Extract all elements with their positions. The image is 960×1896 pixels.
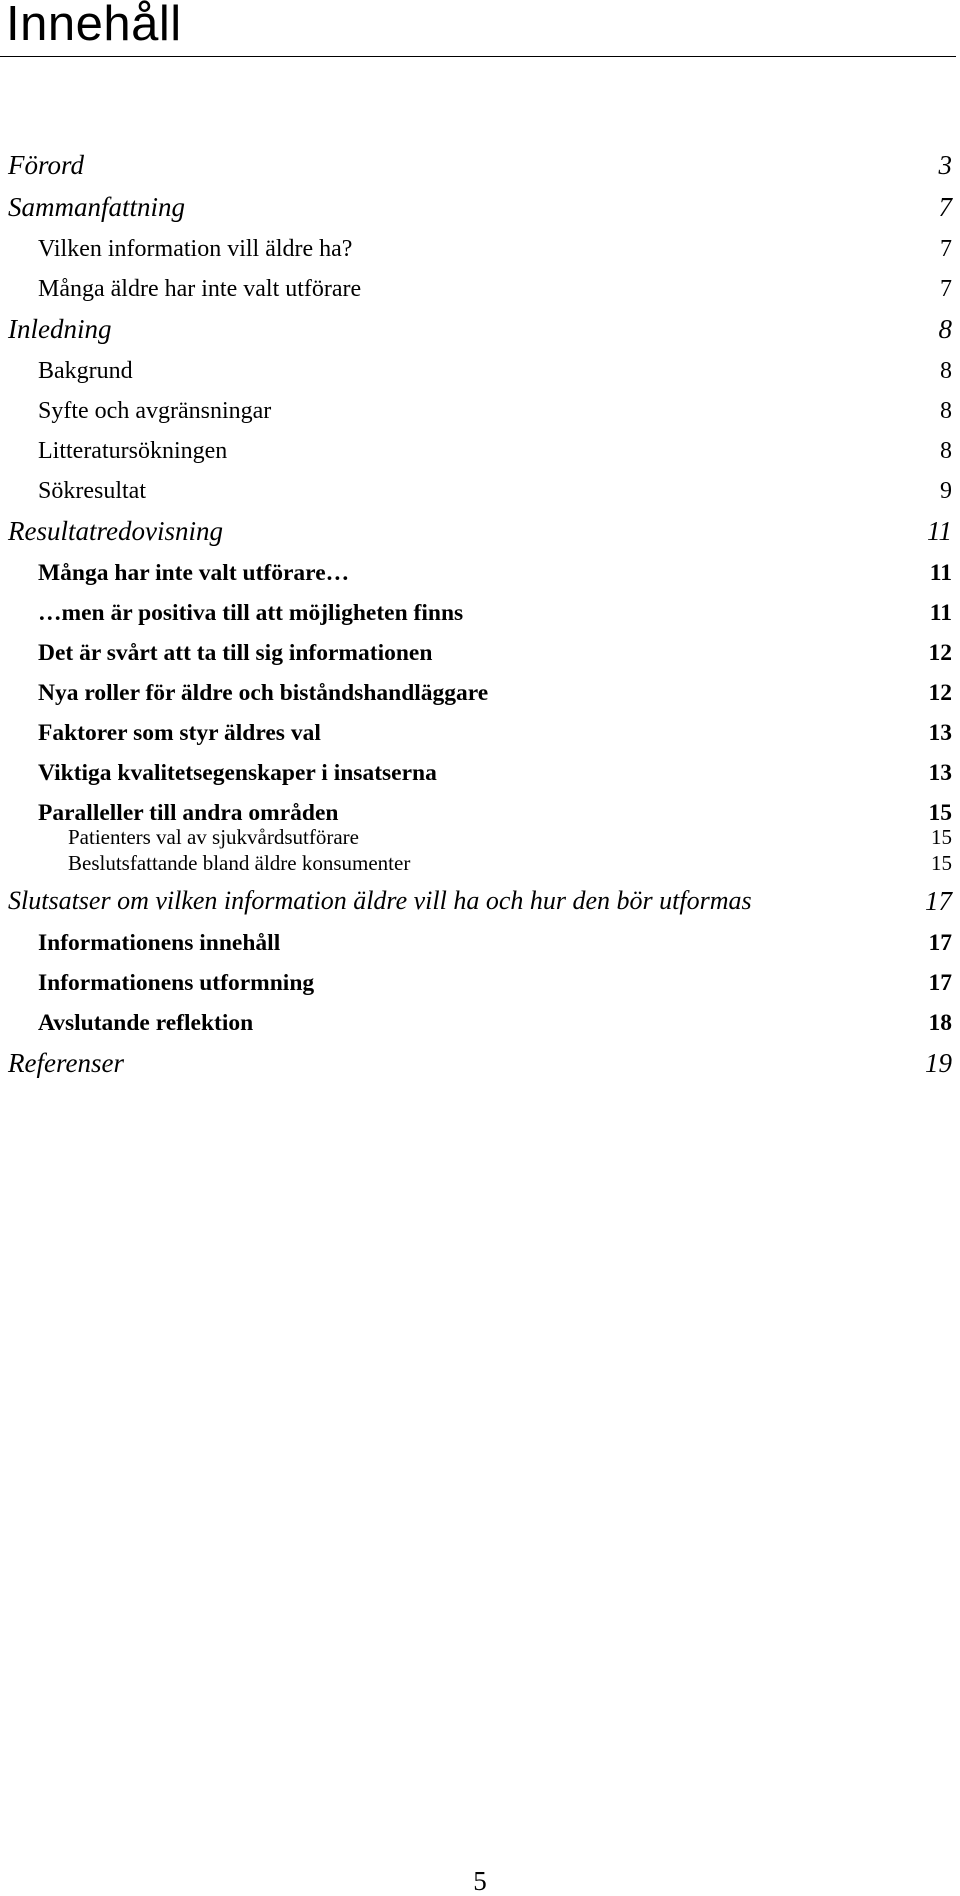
toc-entry-men-ar-positiva[interactable] [0, 596, 960, 630]
toc-entry-page: 8 [940, 438, 952, 464]
toc-entry-beslutsfattande[interactable] [0, 846, 960, 880]
toc-entry-title: Informationens utformning [38, 970, 315, 996]
toc-entry-page: 13 [928, 760, 952, 786]
toc-entry-slutsatser[interactable] [0, 884, 960, 918]
toc-entry-manga-har-inte[interactable] [0, 556, 960, 590]
toc-entry-page: 17 [928, 930, 952, 956]
toc-entry-syfte[interactable] [0, 394, 960, 428]
toc-entry-nya-roller[interactable] [0, 676, 960, 710]
toc-entry-referenser[interactable] [0, 1046, 960, 1080]
toc-entry-title: Vilken information vill äldre ha? [38, 236, 353, 262]
toc-entry-page: 18 [928, 1010, 952, 1036]
toc-entry-resultatredovisning[interactable] [0, 514, 960, 548]
toc-entry-forord[interactable] [0, 148, 960, 182]
toc-entry-page: 15 [928, 800, 952, 826]
toc-entry-page: 8 [938, 314, 952, 344]
toc-entry-title: Referenser [8, 1048, 124, 1078]
toc-entry-title: Viktiga kvalitetsegenskaper i insatserna [38, 760, 437, 786]
toc-entry-litteratursokningen[interactable] [0, 434, 960, 468]
toc-entry-title: Slutsatser om vilken information äldre vill ha och hur den bör utformas [8, 886, 752, 915]
page-title: Innehåll [6, 0, 182, 51]
toc-entry-page: 9 [940, 478, 952, 504]
toc-entry-title: Syfte och avgränsningar [38, 398, 272, 424]
toc-entry-title: Många äldre har inte valt utförare [38, 276, 362, 302]
toc-entry-title: Patienters val av sjukvårdsutförare [68, 825, 359, 849]
toc-entry-title: Sökresultat [38, 478, 146, 504]
toc-entry-title: Informationens innehåll [38, 930, 281, 956]
toc-entry-title: Faktorer som styr äldres val [38, 720, 321, 746]
toc-entry-vilken-information[interactable] [0, 232, 960, 266]
toc-entry-title: Sammanfattning [8, 192, 186, 222]
toc-entry-title: …men är positiva till att möjligheten finns [38, 600, 464, 626]
toc-entry-title: Bakgrund [38, 358, 133, 384]
toc-entry-page: 7 [938, 192, 952, 222]
toc-entry-page: 8 [940, 398, 952, 424]
page-number: 5 [473, 1866, 487, 1896]
toc-entry-manga-aldre[interactable] [0, 272, 960, 306]
toc-entry-page: 12 [928, 640, 952, 666]
toc-entry-page: 15 [931, 825, 952, 849]
toc-entry-title: Litteratursökningen [38, 438, 228, 464]
toc-entry-page: 11 [929, 560, 952, 586]
toc-entry-bakgrund[interactable] [0, 354, 960, 388]
toc-entry-svart-att-ta[interactable] [0, 636, 960, 670]
toc-entry-page: 19 [925, 1048, 952, 1078]
toc-entry-page: 3 [938, 150, 952, 180]
toc-entry-page: 17 [928, 970, 952, 996]
toc-entry-page: 7 [940, 276, 952, 302]
toc-entry-faktorer[interactable] [0, 716, 960, 750]
toc-entry-title: Förord [8, 150, 85, 180]
toc-entry-page: 12 [928, 680, 952, 706]
toc-entry-sokresultat[interactable] [0, 474, 960, 508]
toc-entry-viktiga[interactable] [0, 756, 960, 790]
toc-entry-inledning[interactable] [0, 312, 960, 346]
toc-entry-page: 17 [925, 886, 952, 916]
toc-entry-page: 13 [928, 720, 952, 746]
toc-entry-title: Resultatredovisning [8, 516, 223, 546]
toc-entry-avslutande-reflektion[interactable] [0, 1006, 960, 1040]
toc-entry-title: Det är svårt att ta till sig informationen [38, 640, 433, 666]
toc-entry-title: Inledning [8, 314, 112, 344]
toc-entry-page: 15 [931, 851, 952, 875]
toc-entry-title: Nya roller för äldre och biståndshandläggare [38, 680, 489, 706]
toc-entry-informationens-innehall[interactable] [0, 926, 960, 960]
toc-entry-page: 7 [940, 236, 952, 262]
toc-entry-title: Avslutande reflektion [38, 1010, 254, 1036]
toc-entry-page: 11 [929, 600, 952, 626]
toc-entry-title: Beslutsfattande bland äldre konsumenter [68, 851, 411, 875]
toc-entry-page: 11 [927, 516, 952, 546]
toc-entry-title: Många har inte valt utförare… [38, 560, 350, 586]
toc-entry-title: Paralleller till andra områden [38, 800, 339, 826]
toc-entry-page: 8 [940, 358, 952, 384]
toc-entry-informationens-utformning[interactable] [0, 966, 960, 1000]
toc-entry-sammanfattning[interactable] [0, 190, 960, 224]
